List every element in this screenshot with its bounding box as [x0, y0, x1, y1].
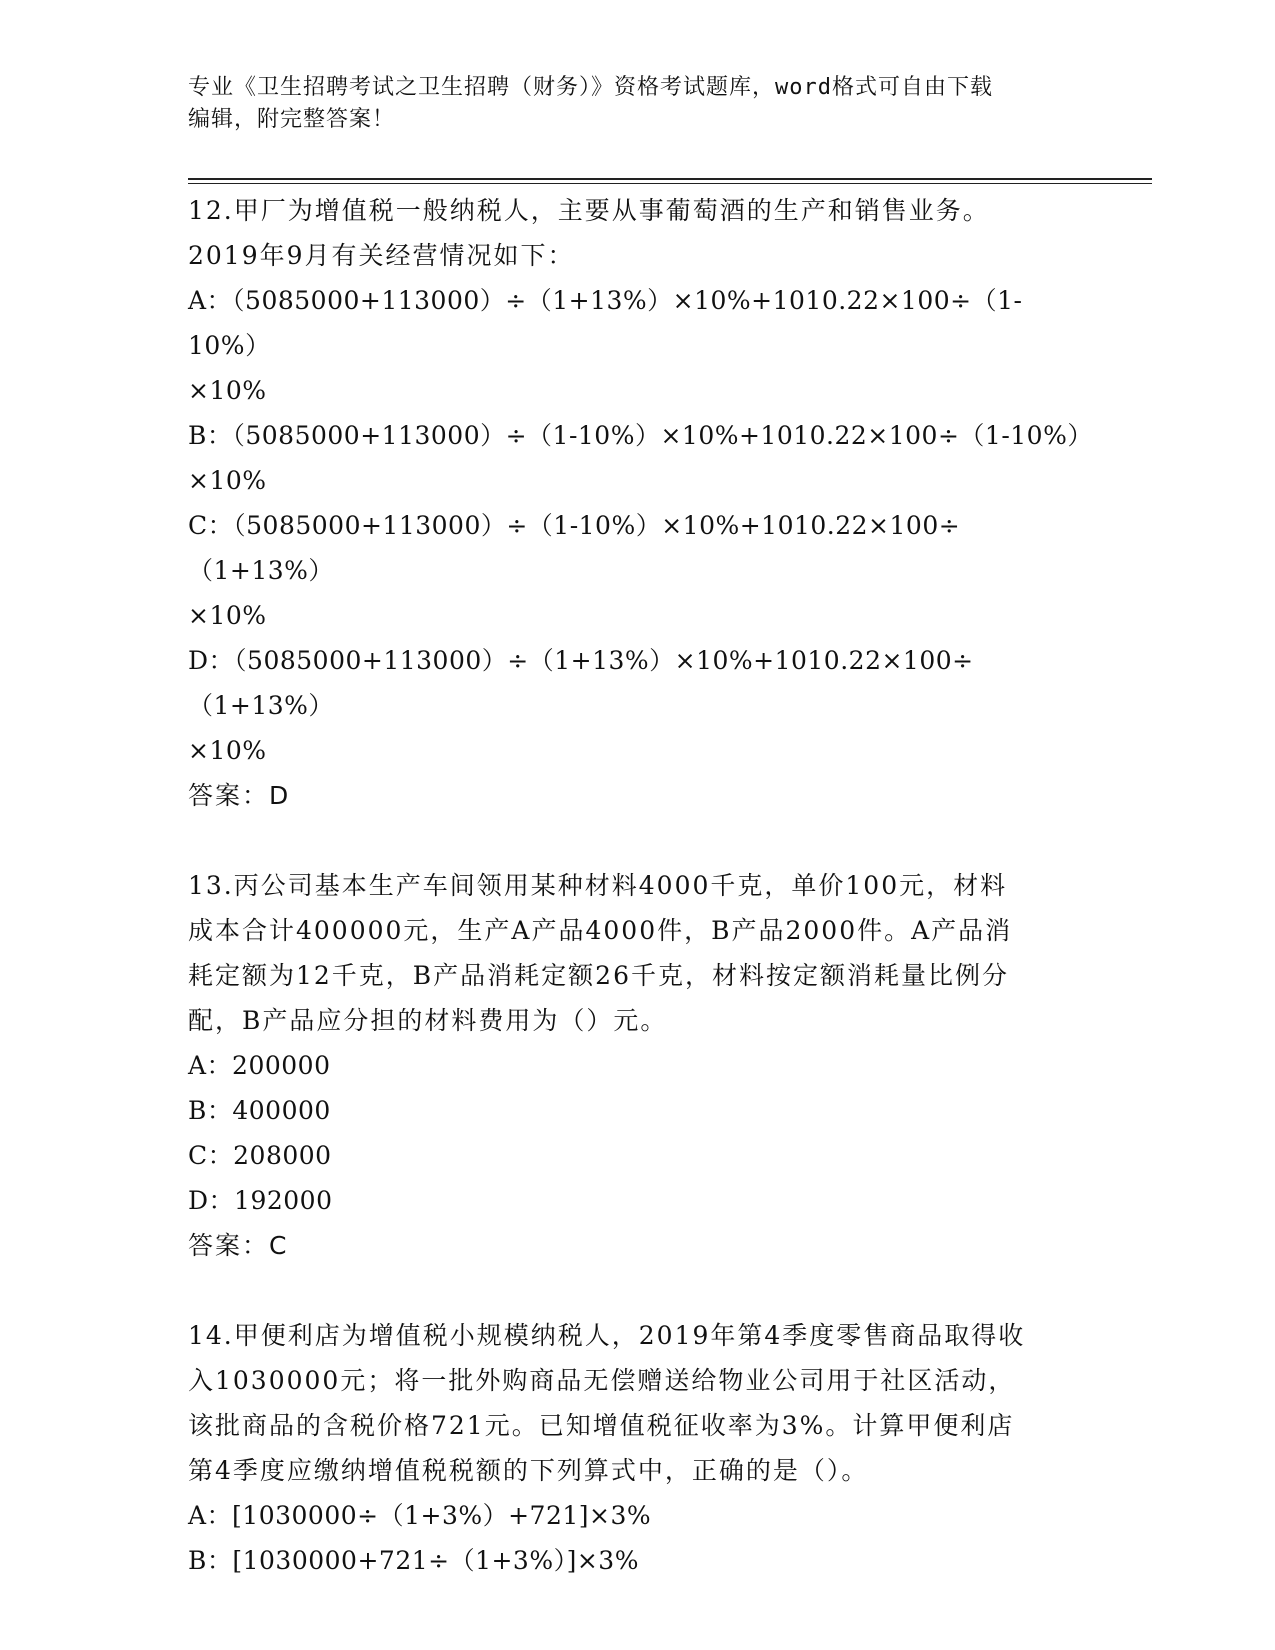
- answer-line: 答案：D: [188, 781, 291, 810]
- option-d-continued: ×10%: [188, 736, 267, 765]
- question-spacer: [188, 818, 1088, 863]
- question-stem: 13.丙公司基本生产车间领用某种材料4000千克，单价100元，材料 成本合计400000元，生产A产品4000件，B产品2000件。A产品消 耗定额为12千克，B产品消耗定额26千克，材料按定额消耗量比例分 配，B产品应分担的材料费用为（）元。: [188, 871, 1013, 1035]
- option-b: B：[1030000+721÷（1+3%）]×3%: [188, 1546, 639, 1575]
- option-a: A：200000: [188, 1051, 331, 1080]
- option-c-continued: ×10%: [188, 601, 267, 630]
- question-spacer: [188, 1268, 1088, 1313]
- option-a-continued: ×10%: [188, 376, 267, 405]
- answer-line: 答案：C: [188, 1231, 289, 1260]
- option-b-continued: ×10%: [188, 466, 267, 495]
- header-divider-thin: [188, 183, 1152, 184]
- question-stem: 12.甲厂为增值税一般纳税人，主要从事葡萄酒的生产和销售业务。 2019年9月有关经营情况如下：: [188, 196, 990, 270]
- question-13: [188, 863, 1088, 1268]
- question-14: [188, 1313, 1088, 1583]
- header-line-1: 专业《卫生招聘考试之卫生招聘（财务）》资格考试题库，word格式可自由下载: [188, 75, 993, 100]
- option-a: A：（5085000+113000）÷（1+13%）×10%+1010.22×100÷（1-10%）: [188, 286, 1023, 360]
- question-12: [188, 188, 1093, 818]
- option-d: D：192000: [188, 1186, 333, 1215]
- option-b: B：（5085000+113000）÷（1-10%）×10%+1010.22×100÷（1-10%）: [188, 421, 1093, 450]
- question-list: [188, 188, 1093, 1583]
- document-header: [188, 72, 1068, 136]
- option-a: A：[1030000÷（1+3%）+721]×3%: [188, 1501, 652, 1530]
- header-line-2: 编辑，附完整答案！: [188, 107, 396, 132]
- option-d: D：（5085000+113000）÷（1+13%）×10%+1010.22×100÷（1+13%）: [188, 646, 974, 720]
- header-divider-thick: [188, 178, 1152, 180]
- question-stem: 14.甲便利店为增值税小规模纳税人，2019年第4季度零售商品取得收 入1030000元；将一批外购商品无偿赠送给物业公司用于社区活动， 该批商品的含税价格721元。已知增值税征收率为3%。计算甲便利店 第4季度应缴纳增值税税额的下列算式中，正确的是（）。: [188, 1321, 1026, 1485]
- option-b: B：400000: [188, 1096, 331, 1125]
- option-c: C：208000: [188, 1141, 332, 1170]
- option-c: C：（5085000+113000）÷（1-10%）×10%+1010.22×100÷（1+13%）: [188, 511, 961, 585]
